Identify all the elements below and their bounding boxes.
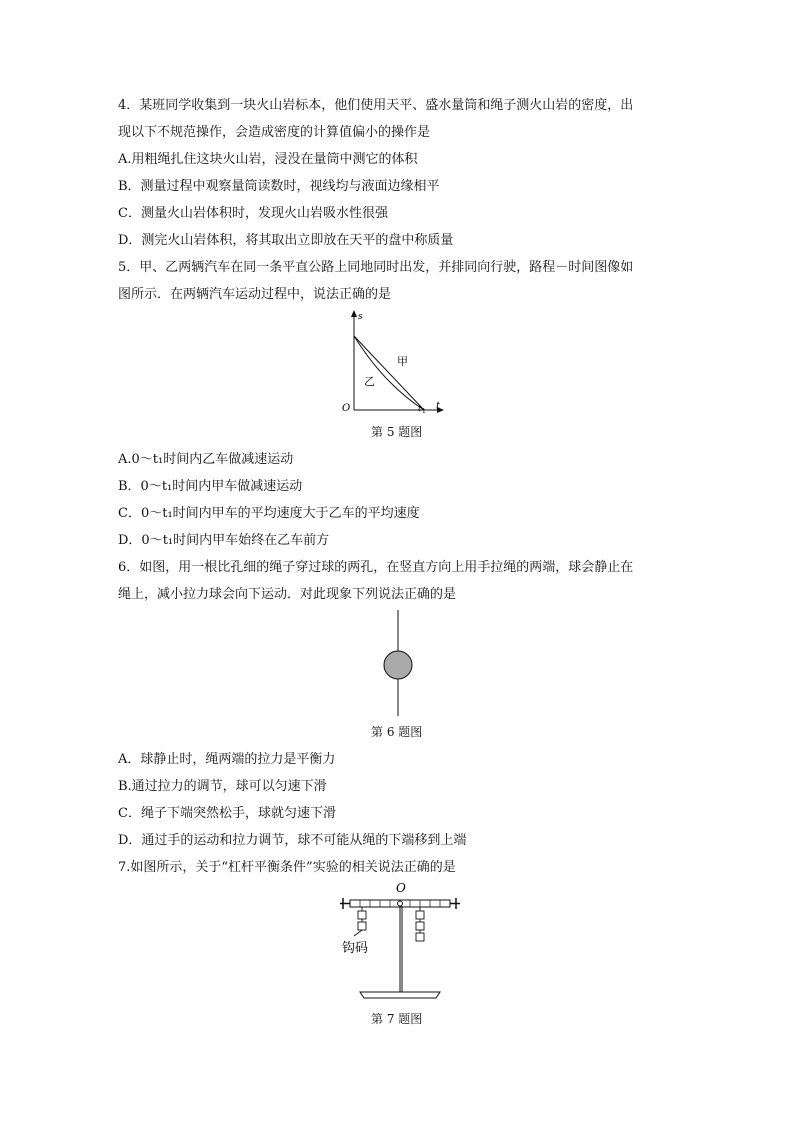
q4-option-b: B．测量过程中观察量筒读数时，视线均与液面边缘相平 <box>118 179 440 194</box>
q6-option-d: D．通过手的运动和拉力调节，球不可能从绳的下端移到上端 <box>118 833 467 848</box>
q7-lever-figure <box>340 880 460 1005</box>
q6-option-c: C．绳子下端突然松手，球就匀速下滑 <box>118 806 336 821</box>
left-weights <box>354 907 366 936</box>
q5-st-graph <box>340 308 450 418</box>
q5-stem-line1: 5．甲、乙两辆汽车在同一条平直公路上同地同时出发，并排同向行驶，路程－时间图像如 <box>118 260 634 275</box>
label-jia: 甲 <box>397 355 408 368</box>
q5-stem-line2: 图所示．在两辆汽车运动过程中，说法正确的是 <box>118 287 392 302</box>
q5-caption: 第 5 题图 <box>371 425 423 439</box>
q4-stem-line2: 现以下不规范操作，会造成密度的计算值偏小的操作是 <box>118 125 431 140</box>
axis-label-t: t <box>436 401 441 412</box>
q4-option-c: C．测量火山岩体积时，发现火山岩吸水性很强 <box>118 206 388 221</box>
t1-label: t <box>418 404 422 413</box>
q4-option-d: D．测完火山岩体积，将其取出立即放在天平的盘中称质量 <box>118 233 454 248</box>
pivot-label: O <box>396 881 406 895</box>
ball <box>384 651 412 679</box>
q7-stem-line1: 7.如图所示，关于“杠杆平衡条件”实验的相关说法正确的是 <box>118 860 456 875</box>
q5-option-d: D．0～t₁时间内甲车始终在乙车前方 <box>118 533 330 548</box>
q4-option-a: A.用粗绳扎住这块火山岩，浸没在量筒中测它的体积 <box>118 152 418 167</box>
q4-stem-line1: 4．某班同学收集到一块火山岩标本，他们使用天平、盛水量筒和绳子测火山岩的密度，出 <box>118 98 634 113</box>
right-weights <box>416 907 424 941</box>
q5-option-b: B．0～t₁时间内甲车做减速运动 <box>118 479 303 494</box>
q6-stem-line2: 绳上，减小拉力球会向下运动．对此现象下列说法正确的是 <box>118 587 457 602</box>
q6-ball-rope-figure <box>378 610 418 720</box>
q7-caption: 第 7 题图 <box>371 1012 423 1026</box>
weights-label: 钩码 <box>342 941 369 956</box>
q5-option-a: A.0～t₁时间内乙车做减速运动 <box>118 452 294 467</box>
q6-option-b: B.通过拉力的调节，球可以匀速下滑 <box>118 779 327 794</box>
line-jia <box>354 336 424 410</box>
q6-option-a: A．球静止时，绳两端的拉力是平衡力 <box>118 752 336 767</box>
q5-option-c: C．0～t₁时间内甲车的平均速度大于乙车的平均速度 <box>118 506 420 521</box>
stand-base <box>360 992 440 998</box>
origin-label: O <box>342 403 351 414</box>
t1-subscript: 1 <box>422 408 426 415</box>
q6-stem-line1: 6．如图，用一根比孔细的绳子穿过球的两孔，在竖直方向上用手拉绳的两端，球会静止在 <box>118 560 634 575</box>
label-yi: 乙 <box>364 375 375 388</box>
q6-caption: 第 6 题图 <box>371 725 423 739</box>
axis-label-s: s <box>358 312 363 322</box>
